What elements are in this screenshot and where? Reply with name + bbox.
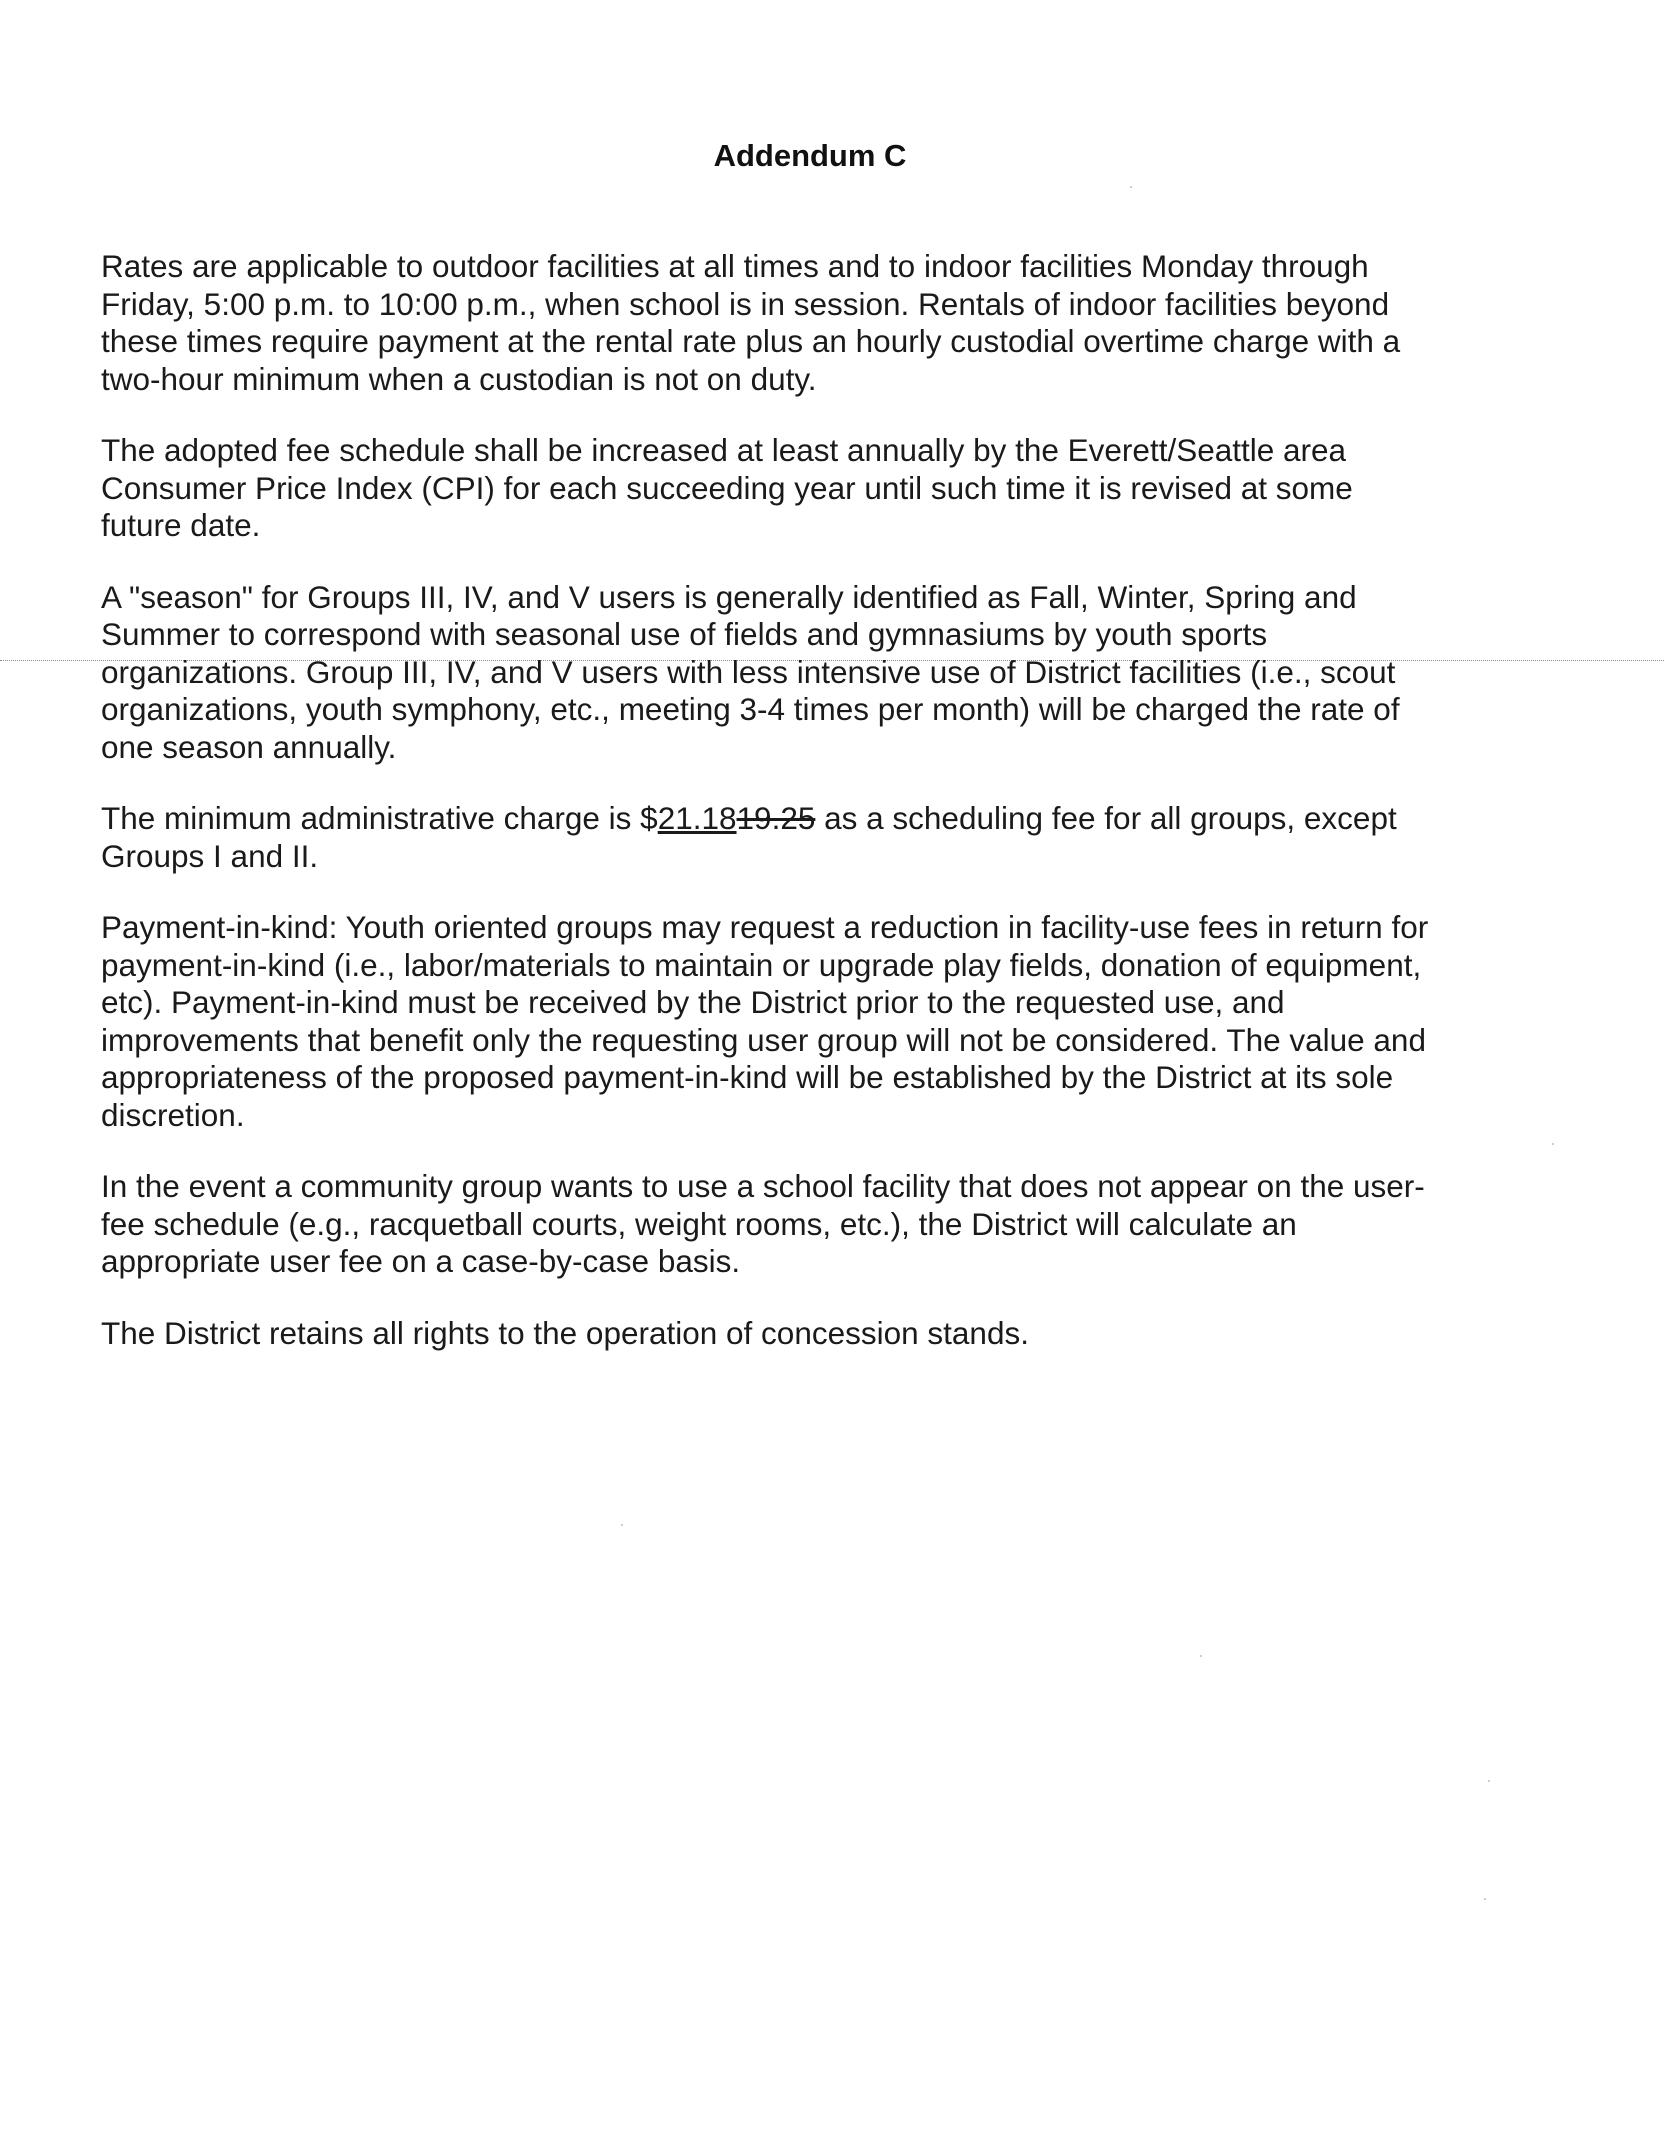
admin-charge-old-amount: 19.25 <box>736 800 816 836</box>
paragraph-concessions: The District retains all rights to the operation of concession stands. <box>101 1314 1029 1351</box>
admin-charge-prefix: The minimum administrative charge is $ <box>101 800 658 836</box>
paragraph-unlisted-facility: In the event a community group wants to use a school facility that does not appear on the user- fee schedule (e.g., racquetball courts, weight rooms, etc.), the District will calculate an appropriate user fee on a case-by-case basis. <box>101 1168 1425 1279</box>
scan-speck <box>1488 1780 1490 1782</box>
scan-speck <box>1130 186 1132 188</box>
scan-speck <box>1484 1898 1486 1900</box>
paragraph-fee-schedule: The adopted fee schedule shall be increased at least annually by the Everett/Seattle area Consumer Price Index (CPI) for each succeeding year until such time it is revised at some future date. <box>101 432 1353 543</box>
admin-charge-suffix: as a scheduling fee for all groups, except Groups I and II. <box>101 800 1397 874</box>
paragraph-payment-in-kind: Payment-in-kind: Youth oriented groups may request a reduction in facility-use fees in return for payment-in-kind (i.e., labor/materials to maintain or upgrade play fields, donation of equipment, etc). Payment-in-kind must be received by the District prior to the requested use, and improvements that benefit only the requesting user group will not be considered. The value and appropriateness of the proposed payment-in-kind will be established by the District at its sole discretion. <box>101 909 1429 1133</box>
paragraph-admin-charge <box>101 800 1521 875</box>
paragraph-season: A "season" for Groups III, IV, and V users is generally identified as Fall, Winter, Spring and Summer to correspond with seasonal use of fields and gymnasiums by youth sports organizations. Group III, IV, and V users with less intensive use of District facilities (i.e., scout organizations, youth symphony, etc., meeting 3-4 times per month) will be charged the rate of one season annually. <box>101 578 1400 765</box>
paragraph-rates: Rates are applicable to outdoor facilities at all times and to indoor facilities Monday through Friday, 5:00 p.m. to 10:00 p.m., when school is in session. Rentals of indoor facilities beyond these times require payment at the rental rate plus an hourly custodial overtime charge with a two-hour minimum when a custodian is not on duty. <box>101 248 1401 397</box>
scan-speck <box>621 1524 623 1526</box>
admin-charge-new-amount: 21.18 <box>657 800 737 836</box>
document-body <box>101 248 1521 1386</box>
scan-speck <box>1200 1655 1202 1657</box>
scan-speck <box>1552 1143 1554 1145</box>
page-title: Addendum C <box>713 138 907 173</box>
